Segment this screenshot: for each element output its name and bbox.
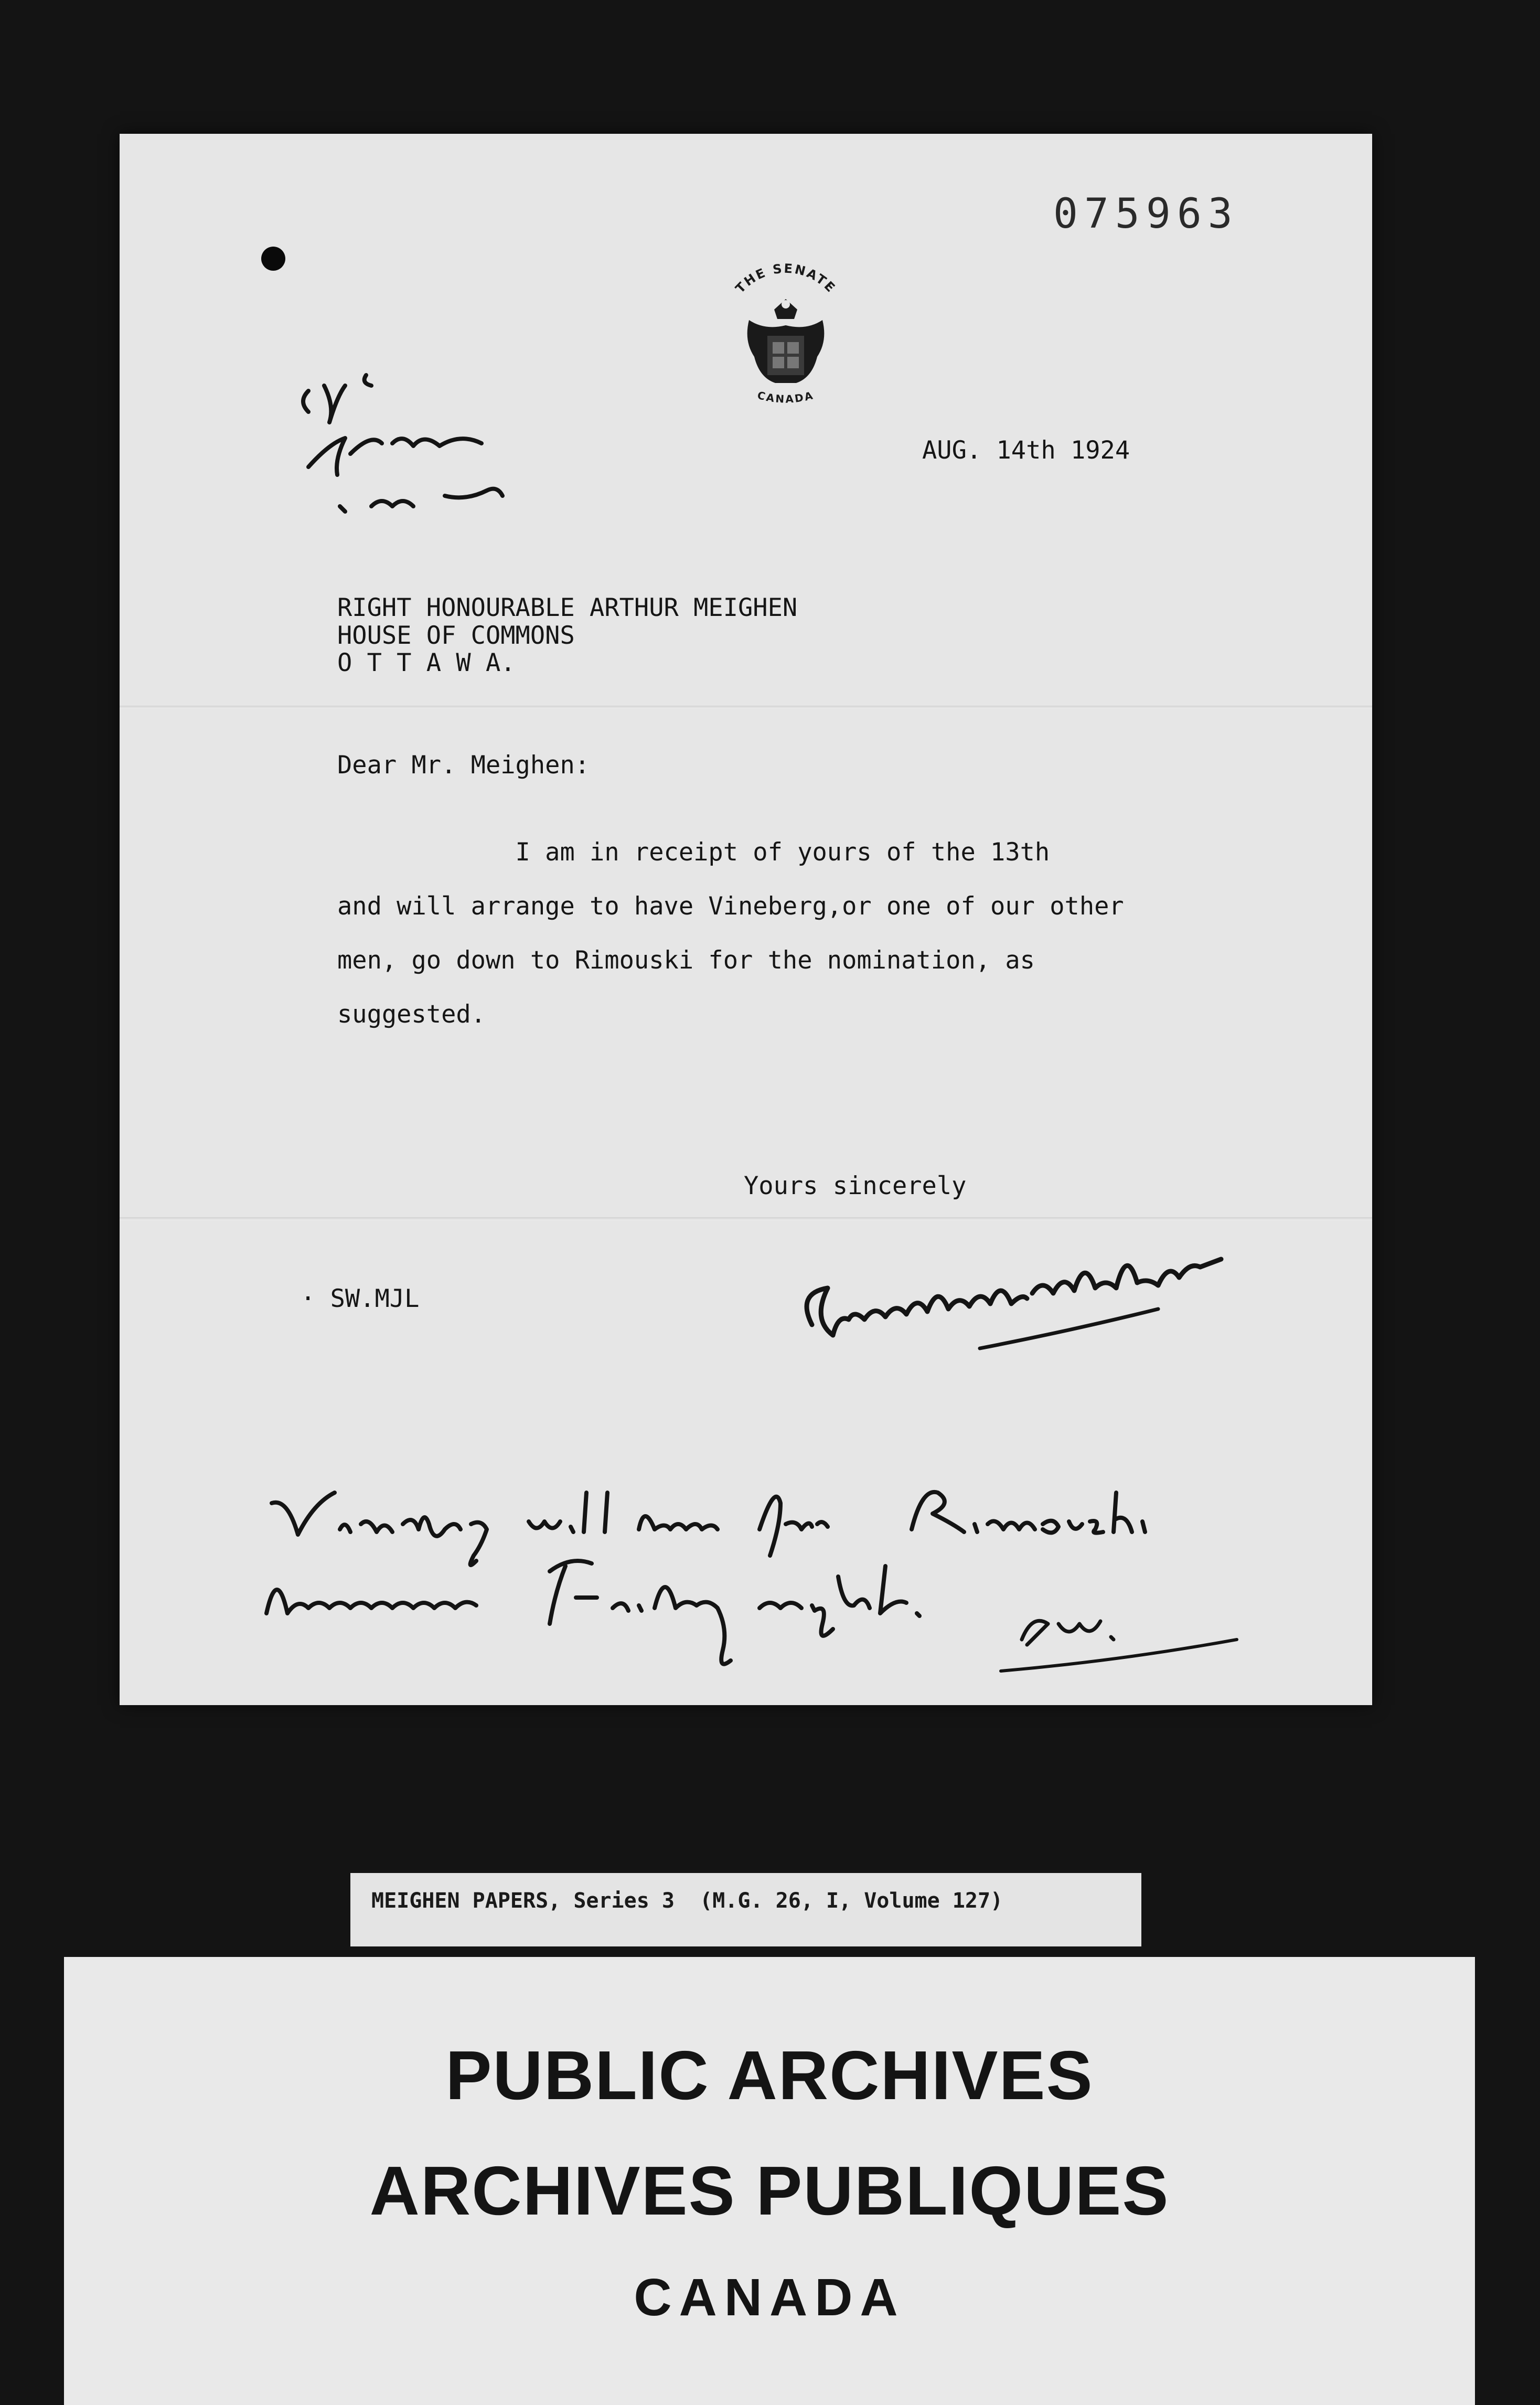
recipient-address	[337, 594, 797, 677]
archive-country: CANADA	[634, 2268, 905, 2327]
letter-date: AUG. 14th 1924	[922, 436, 1130, 465]
archive-title-french: ARCHIVES PUBLIQUES	[369, 2152, 1170, 2229]
salutation: Dear Mr. Meighen:	[337, 751, 590, 780]
body-line: suggested.	[337, 1000, 486, 1029]
svg-text:CANADA	[756, 389, 815, 406]
handwritten-note	[256, 1472, 1357, 1682]
hole-punch	[261, 247, 285, 271]
svg-text:THE SENATE	[733, 261, 839, 296]
letter-body	[337, 825, 1124, 1041]
collection-label-text: MEIGHEN PAPERS, Series 3 (M.G. 26, I, Volume 127)	[371, 1889, 1003, 1913]
senate-crest-logo	[670, 252, 901, 425]
collection-label	[350, 1873, 1141, 1946]
body-line: and will arrange to have Vineberg,or one of our other	[337, 892, 1124, 921]
signature	[780, 1215, 1305, 1361]
archive-title-english: PUBLIC ARCHIVES	[445, 2037, 1094, 2114]
body-line: men, go down to Rimouski for the nomination, as	[337, 946, 1035, 975]
document-number: 075963	[1053, 190, 1239, 238]
archive-card	[64, 1957, 1475, 2405]
address-line: RIGHT HONOURABLE ARTHUR MEIGHEN	[337, 593, 798, 622]
letter-sheet	[120, 134, 1372, 1705]
crest-bottom-text: CANADA	[756, 388, 816, 406]
address-line: HOUSE OF COMMONS	[337, 621, 575, 650]
closing: Yours sincerely	[744, 1172, 967, 1200]
crest-top-text: THE SENATE	[732, 261, 839, 296]
address-line: O T T A W A.	[337, 648, 516, 678]
handwritten-marginal-scribble	[287, 354, 602, 527]
body-line: I am in receipt of yours of the 13th	[337, 838, 1050, 867]
coat-of-arms-icon	[747, 299, 825, 383]
typist-initials: · SW.MJL	[301, 1284, 420, 1313]
fold-line	[120, 706, 1372, 709]
